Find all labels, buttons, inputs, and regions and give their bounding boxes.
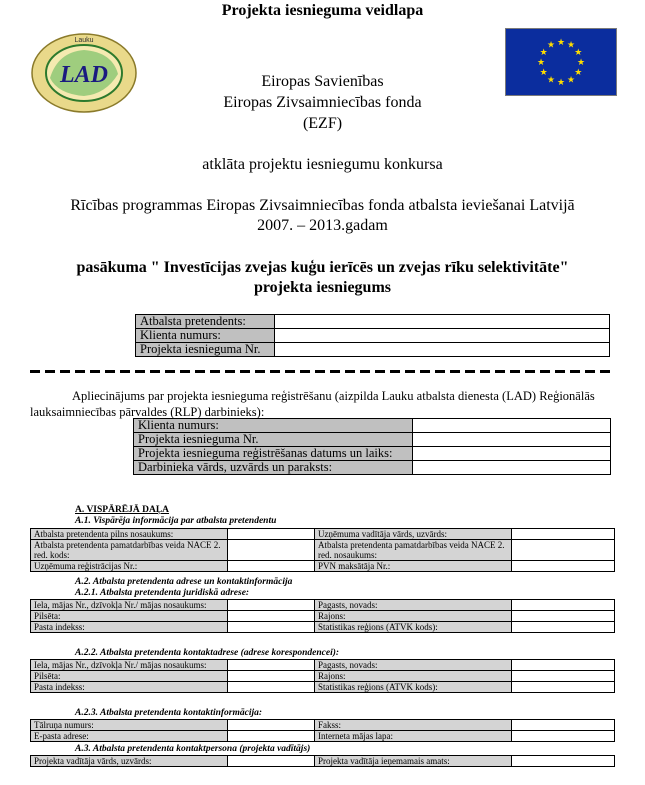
form-value[interactable] (512, 671, 615, 682)
flag-star-icon: ★ (546, 39, 556, 50)
a23-heading: A.2.3. Atbalsta pretendenta kontaktinformācija: (75, 708, 263, 718)
table-row (31, 756, 615, 767)
form-value[interactable] (228, 671, 315, 682)
applicant-label: Atbalsta pretendents: (136, 315, 275, 329)
a21-table (30, 599, 615, 633)
table-row (134, 461, 611, 475)
header-line-7: pasākuma " Investīcijas zvejas kuģu ierīcēs un zvejas rīku selektivitāte" (76, 259, 569, 276)
form-value[interactable] (512, 622, 615, 633)
form-label: Iela, mājas Nr., dzīvokļa Nr./ mājas nosaukums: (31, 600, 228, 611)
form-value[interactable] (512, 600, 615, 611)
flag-star-icon: ★ (574, 47, 583, 57)
form-label: Atbalsta pretendenta pilns nosaukums: (31, 529, 228, 540)
form-value[interactable] (512, 561, 615, 572)
a23-table (30, 719, 615, 742)
form-label: Atbalsta pretendenta pamatdarbības veida NACE 2. red. kods: (31, 540, 228, 561)
a1-heading: A.1. Vispārēja informācija par atbalsta pretendentu (75, 516, 277, 526)
header-line-1: Eiropas Savienības (261, 73, 384, 90)
a2-heading: A.2. Atbalsta pretendenta adrese un kontaktinformācija (75, 577, 293, 587)
document-title: Projekta iesnieguma veidlapa (221, 2, 424, 19)
form-label: Pasta indekss: (31, 682, 228, 693)
table-row (31, 529, 615, 540)
form-label: Atbalsta pretendenta pamatdarbības veida NACE 2. red. nosaukums: (315, 540, 512, 561)
reg-client-number-label: Klienta numurs: (134, 419, 413, 433)
flag-star-icon: ★ (576, 57, 586, 67)
table-row (134, 447, 611, 461)
form-label: Tālruņa numurs: (31, 720, 228, 731)
reg-project-number-label: Projekta iesnieguma Nr. (134, 433, 413, 447)
table-row (31, 600, 615, 611)
header-line-4: atklāta projektu iesniegumu konkursa (202, 156, 443, 173)
form-label: E-pasta adrese: (31, 731, 228, 742)
flag-star-icon: ★ (539, 67, 548, 77)
table-row (31, 540, 615, 561)
a3-table (30, 755, 615, 767)
reg-employee-label: Darbinieka vārds, uzvārds un paraksts: (134, 461, 413, 475)
form-label: Uzņēmuma vadītāja vārds, uzvārds: (315, 529, 512, 540)
reg-date-value[interactable] (413, 447, 611, 461)
reg-employee-value[interactable] (413, 461, 611, 475)
table-row (134, 433, 611, 447)
project-number-value[interactable] (275, 343, 610, 357)
form-value[interactable] (512, 540, 615, 561)
header-line-2: Eiropas Zivsaimniecības fonda (223, 94, 422, 111)
form-label: Rajons: (315, 671, 512, 682)
header-line-6: 2007. – 2013.gadam (257, 217, 388, 234)
flag-star-icon: ★ (539, 47, 548, 57)
flag-star-icon: ★ (556, 77, 566, 87)
table-row (31, 561, 615, 572)
form-label: Iela, mājas Nr., dzīvokļa Nr./ mājas nosaukums: (31, 660, 228, 671)
confirmation-text: Apliecinājums par projekta iesnieguma reģistrēšanu (aizpilda Lauku atbalsta dienesta (LAD) Reģionālās lauksaimniecības pārvaldes (RLP) darbinieks): (30, 389, 595, 419)
svg-text:Lauku: Lauku (74, 37, 94, 44)
form-label: Rajons: (315, 611, 512, 622)
form-value[interactable] (228, 600, 315, 611)
form-value[interactable] (228, 622, 315, 633)
a21-heading: A.2.1. Atbalsta pretendenta juridiskā adrese: (75, 588, 250, 598)
a22-heading: A.2.2. Atbalsta pretendenta kontaktadrese (adrese korespondencei): (75, 648, 340, 658)
flag-star-icon: ★ (566, 39, 576, 50)
a1-table (30, 528, 615, 572)
form-label: Pilsēta: (31, 611, 228, 622)
form-value[interactable] (512, 529, 615, 540)
form-value[interactable] (228, 731, 315, 742)
header-line-3: (EZF) (302, 115, 343, 132)
applicant-table (135, 314, 610, 357)
table-row (31, 622, 615, 633)
form-label: PVN maksātāja Nr.: (315, 561, 512, 572)
client-number-label: Klienta numurs: (136, 329, 275, 343)
reg-date-label: Projekta iesnieguma reģistrēšanas datums un laiks: (134, 447, 413, 461)
form-value[interactable] (228, 756, 315, 767)
form-label: Statistikas reģions (ATVK kods): (315, 622, 512, 633)
client-number-value[interactable] (275, 329, 610, 343)
project-number-label: Projekta iesnieguma Nr. (136, 343, 275, 357)
form-value[interactable] (228, 611, 315, 622)
form-value[interactable] (228, 540, 315, 561)
cut-line (30, 370, 615, 373)
header-line-8: projekta iesniegums (253, 279, 392, 296)
a22-table (30, 659, 615, 693)
form-value[interactable] (228, 660, 315, 671)
flag-star-icon: ★ (536, 57, 546, 67)
form-label: Projekta vadītāja ieņemamais amats: (315, 756, 512, 767)
table-row (31, 720, 615, 731)
table-row (31, 682, 615, 693)
form-label: Uzņēmuma reģistrācijas Nr.: (31, 561, 228, 572)
form-label: Interneta mājas lapa: (315, 731, 512, 742)
form-value[interactable] (512, 756, 615, 767)
section-a-heading: A. VISPĀRĒJĀ DAĻA (75, 505, 170, 515)
form-label: Statistikas reģions (ATVK kods): (315, 682, 512, 693)
form-label: Projekta vadītāja vārds, uzvārds: (31, 756, 228, 767)
form-value[interactable] (512, 731, 615, 742)
table-row (31, 671, 615, 682)
table-row (136, 329, 610, 343)
form-value[interactable] (228, 682, 315, 693)
header-line-5: Rīcības programmas Eiropas Zivsaimniecības fonda atbalsta ieviešanai Latvijā (70, 197, 575, 214)
form-value[interactable] (512, 682, 615, 693)
form-label: Pagasts, novads: (315, 660, 512, 671)
flag-star-icon: ★ (566, 74, 576, 85)
reg-project-number-value[interactable] (413, 433, 611, 447)
form-label: Fakss: (315, 720, 512, 731)
form-value[interactable] (228, 561, 315, 572)
form-value[interactable] (228, 529, 315, 540)
table-row (136, 343, 610, 357)
form-label: Pasta indekss: (31, 622, 228, 633)
flag-star-icon: ★ (574, 67, 583, 77)
logo-text: LAD (60, 62, 108, 88)
table-row (136, 315, 610, 329)
form-value[interactable] (512, 720, 615, 731)
flag-star-icon: ★ (556, 37, 566, 47)
table-row (31, 660, 615, 671)
flag-star-icon: ★ (546, 74, 556, 85)
form-label: Pagasts, novads: (315, 600, 512, 611)
table-row (31, 611, 615, 622)
a3-heading: A.3. Atbalsta pretendenta kontaktpersona (projekta vadītājs) (75, 744, 311, 754)
form-label: Pilsēta: (31, 671, 228, 682)
reg-client-number-value[interactable] (413, 419, 611, 433)
table-row (134, 419, 611, 433)
form-value[interactable] (512, 611, 615, 622)
registration-table (133, 418, 611, 475)
form-value[interactable] (512, 660, 615, 671)
table-row (31, 731, 615, 742)
form-value[interactable] (228, 720, 315, 731)
applicant-value[interactable] (275, 315, 610, 329)
